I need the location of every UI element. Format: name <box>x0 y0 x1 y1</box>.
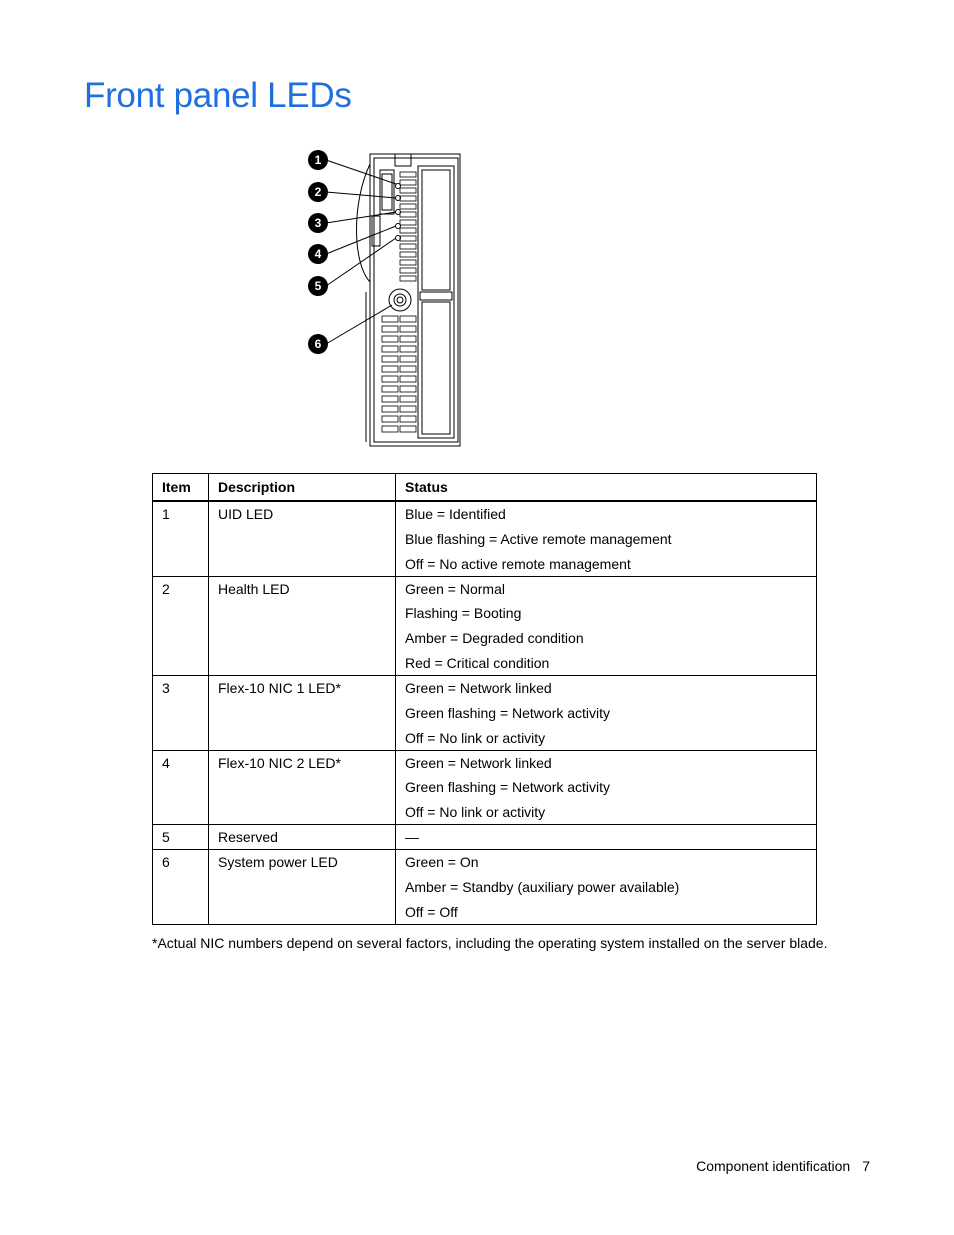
table-row <box>153 750 817 825</box>
callout-2: 2 <box>314 185 322 199</box>
status-line: Green = On <box>405 854 479 871</box>
table-row <box>153 501 817 576</box>
status-line: Off = No link or activity <box>405 804 546 821</box>
status-line: Green flashing = Network activity <box>405 779 611 796</box>
page-footer <box>696 1158 870 1174</box>
footnote: *Actual NIC numbers depend on several factors, including the operating system installed on the server blade. <box>152 935 828 951</box>
status-line: Flashing = Booting <box>405 605 522 622</box>
table-header-row <box>153 474 817 502</box>
status-line: Green flashing = Network activity <box>405 704 611 721</box>
table-row <box>153 850 817 925</box>
table-row <box>153 576 817 675</box>
server-blade-front-figure <box>296 142 476 452</box>
cell-status <box>396 675 817 750</box>
status-line: Amber = Degraded condition <box>405 630 584 647</box>
cell-description: System power LED <box>209 850 396 925</box>
callout-6: 6 <box>314 337 322 351</box>
cell-item: 5 <box>153 825 209 850</box>
cell-status <box>396 850 817 925</box>
status-line: Off = Off <box>405 903 458 920</box>
cell-description: Flex-10 NIC 1 LED* <box>209 675 396 750</box>
cell-item: 1 <box>153 501 209 576</box>
header-status: Status <box>396 474 817 502</box>
cell-description: Flex-10 NIC 2 LED* <box>209 750 396 825</box>
status-line: Off = No link or activity <box>405 729 546 746</box>
page-title: Front panel LEDs <box>84 76 352 115</box>
status-line: Red = Critical condition <box>405 654 550 671</box>
led-table <box>152 473 817 925</box>
header-item: Item <box>153 474 209 502</box>
cell-item: 4 <box>153 750 209 825</box>
callout-3: 3 <box>314 216 322 230</box>
status-line: Green = Network linked <box>405 679 552 696</box>
callout-4: 4 <box>314 247 322 261</box>
cell-status <box>396 750 817 825</box>
footer-section: Component identification <box>696 1158 851 1174</box>
page-number: 7 <box>862 1158 870 1174</box>
status-line: Off = No active remote management <box>405 555 631 572</box>
cell-item: 6 <box>153 850 209 925</box>
cell-status <box>396 825 817 850</box>
table-row <box>153 675 817 750</box>
cell-description: Health LED <box>209 576 396 675</box>
cell-item: 3 <box>153 675 209 750</box>
status-line: Amber = Standby (auxiliary power available) <box>405 878 680 895</box>
status-line: — <box>405 829 419 846</box>
callout-1: 1 <box>314 153 322 167</box>
status-line: Blue flashing = Active remote management <box>405 530 672 547</box>
status-line: Green = Normal <box>405 580 505 597</box>
cell-status <box>396 501 817 576</box>
table-row <box>153 825 817 850</box>
cell-item: 2 <box>153 576 209 675</box>
header-description: Description <box>209 474 396 502</box>
status-line: Green = Network linked <box>405 754 552 771</box>
cell-description: Reserved <box>209 825 396 850</box>
cell-status <box>396 576 817 675</box>
cell-description: UID LED <box>209 501 396 576</box>
callout-5: 5 <box>314 279 322 293</box>
status-line: Blue = Identified <box>405 506 506 522</box>
